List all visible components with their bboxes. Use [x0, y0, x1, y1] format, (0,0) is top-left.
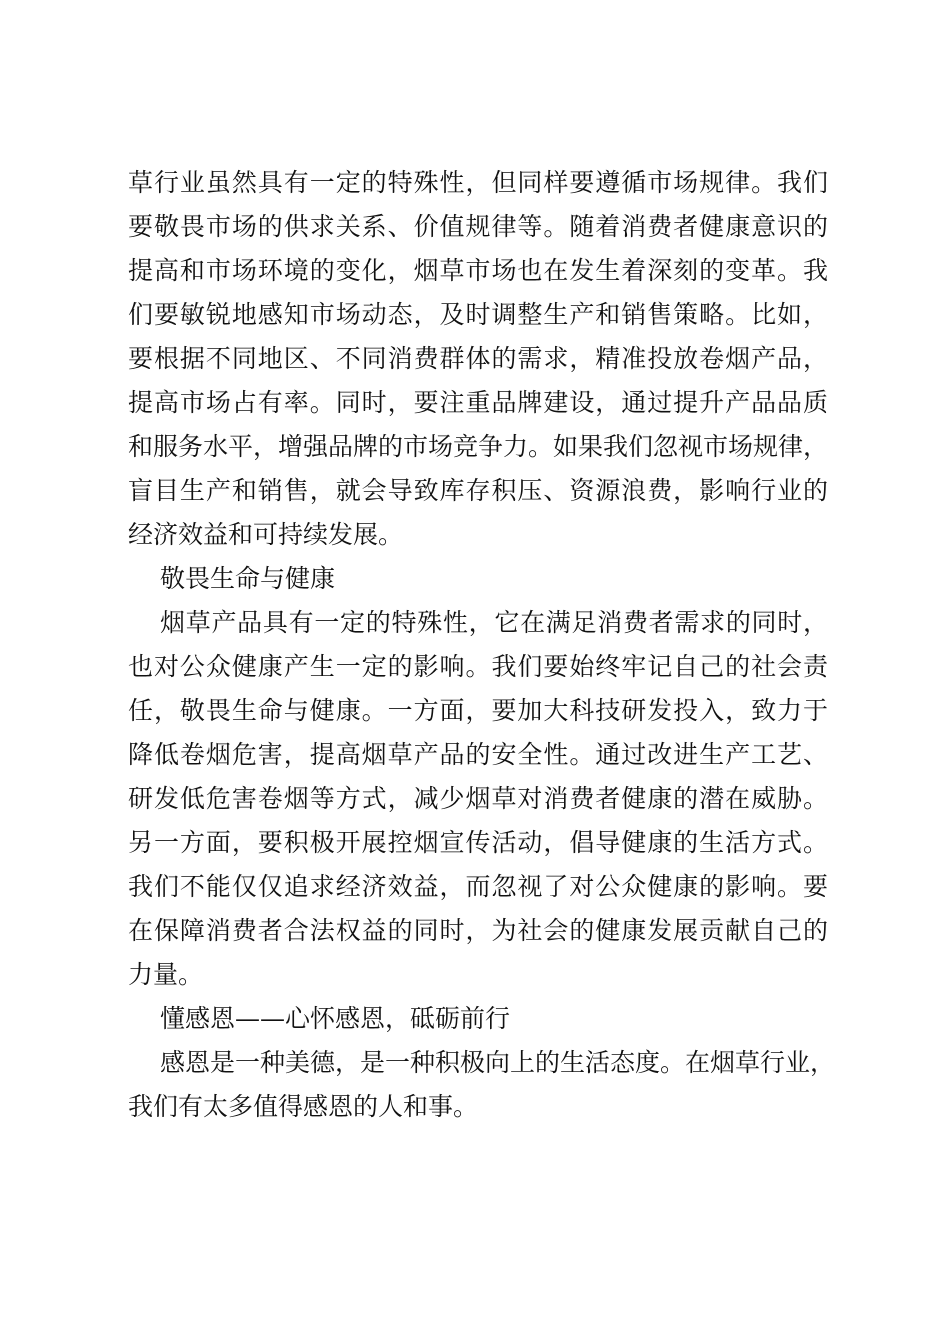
- text-line: 在保障消费者合法权益的同时，为社会的健康发展贡献自己的: [128, 916, 828, 945]
- section-heading: 懂感恩——心怀感恩，砥砺前行: [160, 1004, 511, 1033]
- section-heading: 敬畏生命与健康: [160, 564, 336, 593]
- text-line: 盲目生产和销售，就会导致库存积压、资源浪费，影响行业的: [128, 476, 828, 505]
- text-line: 降低卷烟危害，提高烟草产品的安全性。通过改进生产工艺、: [128, 740, 828, 769]
- text-line: 我们不能仅仅追求经济效益，而忽视了对公众健康的影响。要: [128, 872, 828, 901]
- text-line: 要敬畏市场的供求关系、价值规律等。随着消费者健康意识的: [128, 212, 828, 241]
- text-line: 和服务水平，增强品牌的市场竞争力。如果我们忽视市场规律，: [128, 432, 829, 461]
- text-line: 提高和市场环境的变化，烟草市场也在发生着深刻的变革。我: [128, 256, 828, 285]
- text-line: 经济效益和可持续发展。: [128, 520, 404, 549]
- text-line: 我们有太多值得感恩的人和事。: [128, 1092, 479, 1121]
- text-line: 研发低危害卷烟等方式，减少烟草对消费者健康的潜在威胁。: [128, 784, 828, 813]
- text-line: 另一方面，要积极开展控烟宣传活动，倡导健康的生活方式。: [128, 828, 828, 857]
- text-line: 力量。: [128, 960, 204, 989]
- text-line: 感恩是一种美德，是一种积极向上的生活态度。在烟草行业，: [160, 1048, 836, 1077]
- text-line: 任，敬畏生命与健康。一方面，要加大科技研发投入，致力于: [128, 696, 828, 725]
- text-line: 也对公众健康产生一定的影响。我们要始终牢记自己的社会责: [128, 652, 828, 681]
- text-line: 提高市场占有率。同时，要注重品牌建设，通过提升产品品质: [128, 388, 828, 417]
- text-line: 烟草产品具有一定的特殊性，它在满足消费者需求的同时，: [160, 608, 828, 637]
- text-line: 们要敏锐地感知市场动态，及时调整生产和销售策略。比如，: [128, 300, 828, 329]
- document-page: [128, 161, 836, 1129]
- text-line: 要根据不同地区、不同消费群体的需求，精准投放卷烟产品，: [128, 344, 828, 373]
- text-line: 草行业虽然具有一定的特殊性，但同样要遵循市场规律。我们: [128, 168, 828, 197]
